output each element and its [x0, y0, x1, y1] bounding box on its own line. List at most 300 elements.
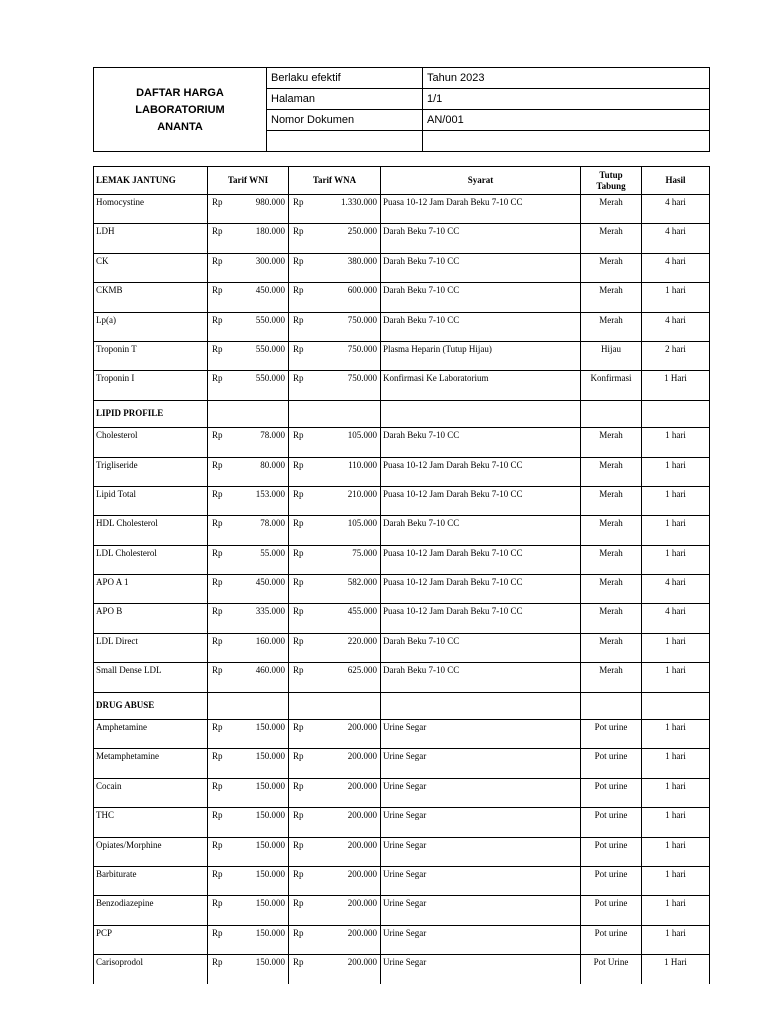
currency-label: Rp: [293, 343, 304, 354]
price-value: 455.000: [347, 606, 377, 617]
price-value: 200.000: [347, 957, 377, 968]
currency-label: Rp: [293, 606, 304, 617]
hasil: 4 hari: [642, 195, 710, 224]
tarif-wni: [208, 955, 289, 984]
price-value: 200.000: [347, 751, 377, 762]
tutup-line-1: Tutup: [599, 169, 623, 180]
tutup-tabung: Merah: [581, 604, 642, 633]
price-value: 200.000: [347, 780, 377, 791]
tarif-wni: [208, 633, 289, 662]
currency-label: Rp: [293, 868, 304, 879]
syarat: Darah Beku 7-10 CC: [381, 663, 581, 692]
tarif-wni: [208, 749, 289, 778]
test-name: LDL Cholesterol: [94, 545, 208, 574]
test-name: CK: [94, 253, 208, 282]
currency-label: Rp: [293, 226, 304, 237]
price-value: 582.000: [347, 577, 377, 588]
currency-label: Rp: [212, 722, 223, 733]
currency-label: Rp: [212, 518, 223, 529]
hasil: 1 hari: [642, 663, 710, 692]
hasil: 1 hari: [642, 837, 710, 866]
syarat: Urine Segar: [381, 808, 581, 837]
tarif-wni: [208, 457, 289, 486]
currency-label: Rp: [212, 665, 223, 676]
tarif-wni: [208, 925, 289, 954]
currency-label: Rp: [212, 957, 223, 968]
syarat: Urine Segar: [381, 866, 581, 895]
hasil: 4 hari: [642, 604, 710, 633]
currency-label: Rp: [293, 751, 304, 762]
tarif-wna: [289, 808, 381, 837]
currency-label: Rp: [212, 343, 223, 354]
table-header-row: [94, 167, 710, 195]
currency-label: Rp: [212, 577, 223, 588]
test-name: Homocystine: [94, 195, 208, 224]
table-row: [94, 341, 710, 370]
currency-label: Rp: [212, 751, 223, 762]
price-value: 160.000: [255, 635, 285, 646]
price-value: 750.000: [347, 343, 377, 354]
hasil: 1 hari: [642, 808, 710, 837]
document-header: [93, 67, 710, 152]
meta-label: Berlaku efektif: [267, 68, 423, 89]
tarif-wni: [208, 778, 289, 807]
meta-value: [423, 131, 710, 152]
hasil: 1 hari: [642, 283, 710, 312]
tarif-wna: [289, 486, 381, 515]
syarat: Puasa 10-12 Jam Darah Beku 7-10 CC: [381, 575, 581, 604]
tarif-wni: [208, 253, 289, 282]
column-header-test: LEMAK JANTUNG: [94, 167, 208, 195]
empty-cell: [642, 692, 710, 719]
test-name: LDL Direct: [94, 633, 208, 662]
tarif-wna: [289, 749, 381, 778]
table-row: [94, 224, 710, 253]
meta-value: Tahun 2023: [423, 68, 710, 89]
tarif-wni: [208, 312, 289, 341]
tarif-wni: [208, 371, 289, 400]
tutup-tabung: Merah: [581, 457, 642, 486]
tutup-line-2: Tabung: [596, 180, 626, 191]
test-name: Small Dense LDL: [94, 663, 208, 692]
price-value: 200.000: [347, 927, 377, 938]
hasil: 1 Hari: [642, 371, 710, 400]
syarat: Darah Beku 7-10 CC: [381, 224, 581, 253]
price-value: 200.000: [347, 839, 377, 850]
currency-label: Rp: [293, 430, 304, 441]
title-line-1: DAFTAR HARGA: [136, 87, 224, 99]
table-row: [94, 837, 710, 866]
table-row: [94, 866, 710, 895]
syarat: Darah Beku 7-10 CC: [381, 516, 581, 545]
currency-label: Rp: [212, 314, 223, 325]
empty-cell: [581, 692, 642, 719]
tutup-tabung: Merah: [581, 663, 642, 692]
tarif-wni: [208, 837, 289, 866]
table-row: [94, 575, 710, 604]
currency-label: Rp: [293, 518, 304, 529]
price-value: 150.000: [255, 810, 285, 821]
price-value: 110.000: [348, 459, 377, 470]
tarif-wni: [208, 575, 289, 604]
test-name: Barbiturate: [94, 866, 208, 895]
table-row: [94, 516, 710, 545]
syarat: Urine Segar: [381, 778, 581, 807]
currency-label: Rp: [212, 373, 223, 384]
test-name: Lp(a): [94, 312, 208, 341]
tarif-wni: [208, 516, 289, 545]
tutup-tabung: Pot urine: [581, 808, 642, 837]
currency-label: Rp: [293, 255, 304, 266]
price-value: 150.000: [255, 722, 285, 733]
tarif-wna: [289, 195, 381, 224]
test-name: Cocain: [94, 778, 208, 807]
tarif-wna: [289, 224, 381, 253]
price-value: 750.000: [347, 373, 377, 384]
price-value: 150.000: [255, 957, 285, 968]
currency-label: Rp: [212, 459, 223, 470]
test-name: Troponin I: [94, 371, 208, 400]
tarif-wni: [208, 720, 289, 749]
currency-label: Rp: [293, 927, 304, 938]
empty-cell: [289, 400, 381, 427]
empty-cell: [381, 400, 581, 427]
currency-label: Rp: [212, 839, 223, 850]
tutup-tabung: Pot urine: [581, 837, 642, 866]
test-name: Opiates/Morphine: [94, 837, 208, 866]
tutup-tabung: Merah: [581, 224, 642, 253]
currency-label: Rp: [212, 810, 223, 821]
syarat: Puasa 10-12 Jam Darah Beku 7-10 CC: [381, 545, 581, 574]
table-row: [94, 195, 710, 224]
price-value: 78.000: [260, 518, 285, 529]
currency-label: Rp: [293, 314, 304, 325]
meta-label: Nomor Dokumen: [267, 110, 423, 131]
tarif-wna: [289, 312, 381, 341]
hasil: 4 hari: [642, 575, 710, 604]
price-value: 55.000: [260, 547, 285, 558]
price-value: 150.000: [255, 927, 285, 938]
hasil: 4 hari: [642, 253, 710, 282]
test-name: PCP: [94, 925, 208, 954]
test-name: Cholesterol: [94, 428, 208, 457]
tarif-wna: [289, 575, 381, 604]
table-body: [94, 195, 710, 984]
section-header-row: [94, 692, 710, 719]
currency-label: Rp: [293, 898, 304, 909]
empty-cell: [642, 400, 710, 427]
hasil: 1 hari: [642, 896, 710, 925]
hasil: 1 hari: [642, 428, 710, 457]
table-row: [94, 896, 710, 925]
test-name: THC: [94, 808, 208, 837]
tutup-tabung: Pot urine: [581, 778, 642, 807]
tarif-wni: [208, 283, 289, 312]
tarif-wna: [289, 283, 381, 312]
currency-label: Rp: [212, 635, 223, 646]
test-name: Benzodiazepine: [94, 896, 208, 925]
empty-cell: [289, 692, 381, 719]
price-value: 200.000: [347, 810, 377, 821]
tutup-tabung: Pot urine: [581, 866, 642, 895]
table-row: [94, 925, 710, 954]
tarif-wna: [289, 428, 381, 457]
tarif-wni: [208, 486, 289, 515]
tarif-wni: [208, 341, 289, 370]
syarat: Puasa 10-12 Jam Darah Beku 7-10 CC: [381, 604, 581, 633]
tutup-tabung: Pot Urine: [581, 955, 642, 984]
test-name: APO A 1: [94, 575, 208, 604]
empty-cell: [208, 692, 289, 719]
tarif-wni: [208, 428, 289, 457]
hasil: 1 hari: [642, 633, 710, 662]
hasil: 1 hari: [642, 749, 710, 778]
tarif-wni: [208, 604, 289, 633]
meta-label: Halaman: [267, 89, 423, 110]
currency-label: Rp: [212, 255, 223, 266]
title-line-3: ANANTA: [157, 121, 203, 133]
syarat: Darah Beku 7-10 CC: [381, 253, 581, 282]
price-value: 210.000: [347, 488, 377, 499]
price-table: [93, 166, 710, 984]
price-value: 450.000: [255, 285, 285, 296]
price-value: 150.000: [255, 868, 285, 879]
currency-label: Rp: [293, 459, 304, 470]
tutup-tabung: Pot urine: [581, 896, 642, 925]
currency-label: Rp: [293, 810, 304, 821]
tutup-tabung: Merah: [581, 253, 642, 282]
price-value: 150.000: [255, 780, 285, 791]
meta-value: AN/001: [423, 110, 710, 131]
syarat: Puasa 10-12 Jam Darah Beku 7-10 CC: [381, 195, 581, 224]
price-value: 625.000: [347, 665, 377, 676]
currency-label: Rp: [293, 197, 304, 207]
hasil: 1 hari: [642, 457, 710, 486]
table-row: [94, 457, 710, 486]
price-value: 250.000: [347, 226, 377, 237]
syarat: Darah Beku 7-10 CC: [381, 428, 581, 457]
syarat: Puasa 10-12 Jam Darah Beku 7-10 CC: [381, 486, 581, 515]
price-value: 105.000: [347, 430, 377, 441]
tarif-wna: [289, 341, 381, 370]
currency-label: Rp: [293, 839, 304, 850]
tarif-wna: [289, 955, 381, 984]
currency-label: Rp: [293, 780, 304, 791]
tutup-tabung: Pot urine: [581, 749, 642, 778]
price-value: 750.000: [347, 314, 377, 325]
currency-label: Rp: [293, 957, 304, 968]
price-value: 300.000: [255, 255, 285, 266]
price-value: 550.000: [255, 373, 285, 384]
test-name: CKMB: [94, 283, 208, 312]
currency-label: Rp: [293, 285, 304, 296]
table-row: [94, 312, 710, 341]
tutup-tabung: Konfirmasi: [581, 371, 642, 400]
empty-cell: [381, 692, 581, 719]
currency-label: Rp: [293, 635, 304, 646]
meta-value: 1/1: [423, 89, 710, 110]
tutup-tabung: Pot urine: [581, 925, 642, 954]
price-value: 335.000: [255, 606, 285, 617]
table-row: [94, 371, 710, 400]
table-row: [94, 486, 710, 515]
currency-label: Rp: [212, 780, 223, 791]
tutup-tabung: Merah: [581, 633, 642, 662]
currency-label: Rp: [293, 373, 304, 384]
price-value: 75.000: [352, 547, 377, 558]
table-row: [94, 283, 710, 312]
tarif-wni: [208, 808, 289, 837]
currency-label: Rp: [212, 898, 223, 909]
title-line-2: LABORATORIUM: [135, 104, 225, 116]
hasil: 1 hari: [642, 866, 710, 895]
syarat: Konfirmasi Ke Laboratorium: [381, 371, 581, 400]
tarif-wna: [289, 253, 381, 282]
test-name: Metamphetamine: [94, 749, 208, 778]
test-name: Trigliseride: [94, 457, 208, 486]
price-value: 150.000: [255, 898, 285, 909]
hasil: 4 hari: [642, 224, 710, 253]
tarif-wna: [289, 720, 381, 749]
tutup-tabung: Pot urine: [581, 720, 642, 749]
table-row: [94, 633, 710, 662]
price-value: 200.000: [347, 868, 377, 879]
currency-label: Rp: [293, 547, 304, 558]
column-header-wni: Tarif WNI: [208, 167, 289, 195]
test-name: HDL Cholesterol: [94, 516, 208, 545]
price-value: 80.000: [260, 459, 285, 470]
tarif-wni: [208, 224, 289, 253]
hasil: 1 hari: [642, 720, 710, 749]
syarat: Plasma Heparin (Tutup Hijau): [381, 341, 581, 370]
table-row: [94, 749, 710, 778]
tarif-wni: [208, 195, 289, 224]
test-name: Lipid Total: [94, 486, 208, 515]
price-value: 1.330.000: [341, 197, 377, 207]
column-header-syarat: Syarat: [381, 167, 581, 195]
price-value: 220.000: [347, 635, 377, 646]
price-value: 150.000: [255, 751, 285, 762]
currency-label: Rp: [212, 488, 223, 499]
meta-label: [267, 131, 423, 152]
syarat: Darah Beku 7-10 CC: [381, 312, 581, 341]
column-header-tutup: [581, 167, 642, 195]
tutup-tabung: Merah: [581, 312, 642, 341]
syarat: Urine Segar: [381, 955, 581, 984]
hasil: 2 hari: [642, 341, 710, 370]
section-header-row: [94, 400, 710, 427]
tutup-tabung: Merah: [581, 575, 642, 604]
syarat: Urine Segar: [381, 837, 581, 866]
test-name: LDH: [94, 224, 208, 253]
syarat: Urine Segar: [381, 896, 581, 925]
tutup-tabung: Merah: [581, 516, 642, 545]
tarif-wna: [289, 663, 381, 692]
price-value: 600.000: [347, 285, 377, 296]
table-row: [94, 253, 710, 282]
section-title: LIPID PROFILE: [94, 400, 208, 427]
tarif-wni: [208, 896, 289, 925]
tarif-wna: [289, 866, 381, 895]
document-title: [94, 68, 267, 152]
currency-label: Rp: [293, 722, 304, 733]
empty-cell: [208, 400, 289, 427]
tarif-wna: [289, 516, 381, 545]
price-value: 550.000: [255, 314, 285, 325]
test-name: Amphetamine: [94, 720, 208, 749]
column-header-hasil: Hasil: [642, 167, 710, 195]
currency-label: Rp: [212, 927, 223, 938]
syarat: Urine Segar: [381, 720, 581, 749]
currency-label: Rp: [212, 197, 223, 207]
tarif-wna: [289, 837, 381, 866]
table-row: [94, 663, 710, 692]
tarif-wni: [208, 663, 289, 692]
tutup-tabung: Merah: [581, 195, 642, 224]
table-row: [94, 720, 710, 749]
hasil: 1 hari: [642, 778, 710, 807]
tutup-tabung: Merah: [581, 486, 642, 515]
hasil: 1 hari: [642, 516, 710, 545]
test-name: Troponin T: [94, 341, 208, 370]
currency-label: Rp: [212, 606, 223, 617]
price-value: 380.000: [347, 255, 377, 266]
table-row: [94, 545, 710, 574]
syarat: Darah Beku 7-10 CC: [381, 283, 581, 312]
syarat: Urine Segar: [381, 925, 581, 954]
table-row: [94, 428, 710, 457]
tutup-tabung: Merah: [581, 545, 642, 574]
currency-label: Rp: [293, 665, 304, 676]
table-row: [94, 778, 710, 807]
table-row: [94, 955, 710, 984]
hasil: 1 hari: [642, 925, 710, 954]
hasil: 1 hari: [642, 545, 710, 574]
tarif-wna: [289, 633, 381, 662]
hasil: 4 hari: [642, 312, 710, 341]
price-value: 450.000: [255, 577, 285, 588]
syarat: Darah Beku 7-10 CC: [381, 633, 581, 662]
test-name: APO B: [94, 604, 208, 633]
currency-label: Rp: [293, 577, 304, 588]
tutup-tabung: Hijau: [581, 341, 642, 370]
tarif-wna: [289, 896, 381, 925]
currency-label: Rp: [212, 226, 223, 237]
tarif-wna: [289, 778, 381, 807]
price-value: 78.000: [260, 430, 285, 441]
price-value: 105.000: [347, 518, 377, 529]
empty-cell: [581, 400, 642, 427]
tarif-wni: [208, 545, 289, 574]
currency-label: Rp: [212, 547, 223, 558]
price-value: 150.000: [255, 839, 285, 850]
price-value: 460.000: [255, 665, 285, 676]
currency-label: Rp: [212, 868, 223, 879]
tarif-wna: [289, 925, 381, 954]
currency-label: Rp: [293, 488, 304, 499]
currency-label: Rp: [212, 285, 223, 296]
tutup-tabung: Merah: [581, 428, 642, 457]
tarif-wna: [289, 545, 381, 574]
table-row: [94, 604, 710, 633]
price-value: 550.000: [255, 343, 285, 354]
price-value: 180.000: [255, 226, 285, 237]
table-row: [94, 808, 710, 837]
hasil: 1 Hari: [642, 955, 710, 984]
tarif-wni: [208, 866, 289, 895]
price-value: 980.000: [255, 197, 285, 207]
price-value: 200.000: [347, 898, 377, 909]
